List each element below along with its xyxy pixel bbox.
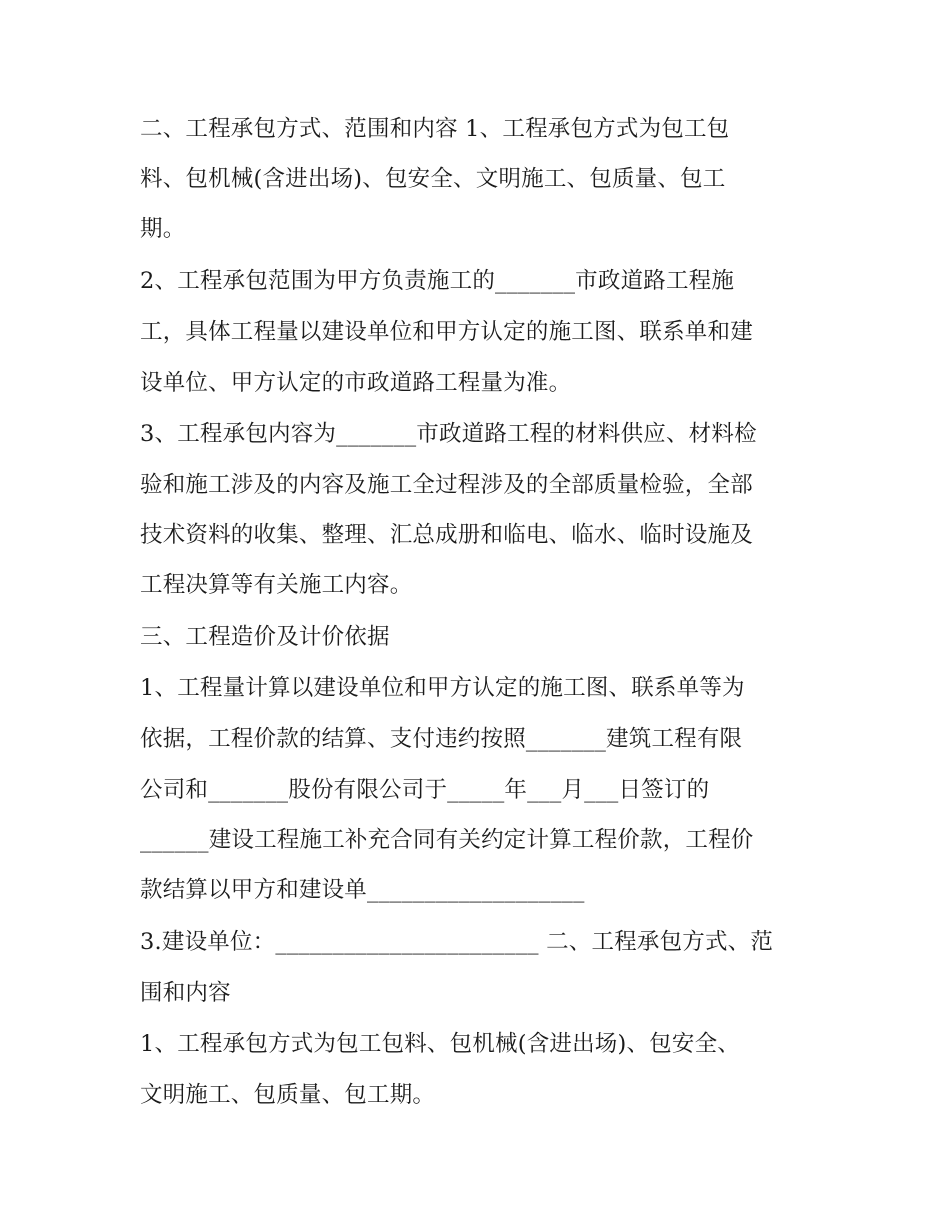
- text-line: 款结算以甲方和建设单___________________: [140, 877, 585, 903]
- text-line: 技术资料的收集、整理、汇总成册和临电、临水、临时设施及: [140, 522, 753, 548]
- text-line: 工程决算等有关施工内容。: [140, 572, 413, 598]
- text-line: 依据，工程价款的结算、支付违约按照_______建筑工程有限: [140, 726, 743, 752]
- text-line: 围和内容: [140, 980, 231, 1006]
- text-line: 3.建设单位：_______________________ 二、工程承包方式、范: [140, 929, 774, 955]
- text-line: 1、工程承包方式为包工包料、包机械(含进出场)、包安全、: [140, 1031, 740, 1057]
- text-line: 1、工程量计算以建设单位和甲方认定的施工图、联系单等为: [140, 675, 745, 701]
- text-line: 二、工程承包方式、范围和内容 1、工程承包方式为包工包: [140, 116, 730, 142]
- text-line: 2、工程承包范围为甲方负责施工的_______市政道路工程施: [140, 268, 735, 294]
- text-line: 文明施工、包质量、包工期。: [140, 1082, 436, 1108]
- text-line: ______建设工程施工补充合同有关约定计算工程价款，工程价: [140, 827, 754, 853]
- section-heading: 三、工程造价及计价依据: [140, 624, 390, 650]
- text-line: 工，具体工程量以建设单位和甲方认定的施工图、联系单和建: [140, 319, 753, 345]
- text-line: 设单位、甲方认定的市政道路工程量为准。: [140, 370, 572, 396]
- text-line: 公司和_______股份有限公司于_____年___月___日签订的: [140, 777, 710, 803]
- text-line: 料、包机械(含进出场)、包安全、文明施工、包质量、包工: [140, 166, 726, 192]
- text-line: 验和施工涉及的内容及施工全过程涉及的全部质量检验，全部: [140, 472, 753, 498]
- text-line: 期。: [140, 216, 186, 242]
- text-line: 3、工程承包内容为_______市政道路工程的材料供应、材料检: [140, 421, 757, 447]
